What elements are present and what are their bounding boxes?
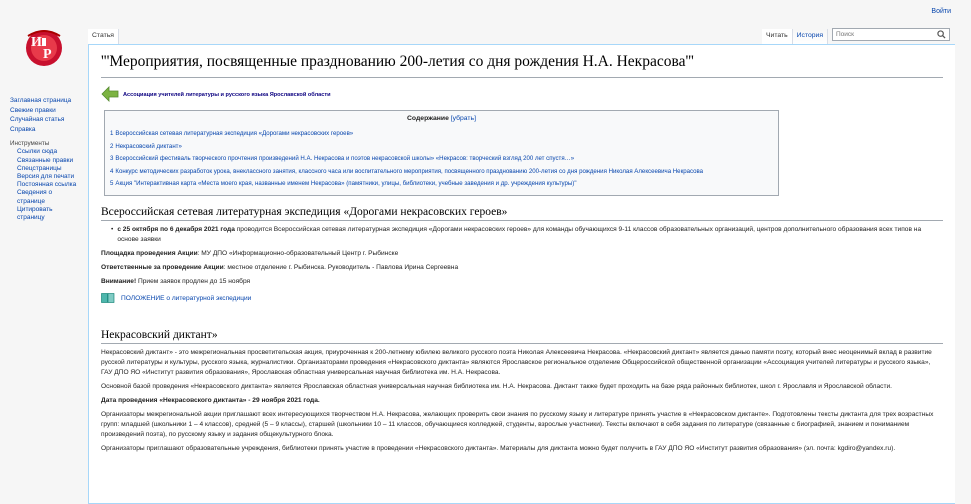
login-link[interactable]: Войти [931,8,951,15]
sidebar-tools-heading: Инструменты [10,140,50,148]
toc-item[interactable]: 2 Некрасовский диктант» [110,142,182,150]
sidebar-nav [10,96,92,134]
toc-heading: Содержание [407,115,449,122]
personal-tools [931,8,951,15]
site-logo[interactable] [18,24,68,68]
main-content [88,44,955,504]
sidebar-item-page-info[interactable]: Сведения о странице [17,189,53,205]
sidebar-item-help[interactable]: Справка [10,125,36,133]
svg-text:Р: Р [43,47,52,62]
sidebar-item-main-page[interactable]: Заглавная страница [10,97,72,104]
book-icon [101,293,115,305]
view-tabs [762,29,828,44]
page-title: '''Мероприятия, посвященные празднованию 200-летия со дня рождения Н.А. Некрасова''' [101,53,943,78]
tab-article[interactable]: Статья [88,29,119,44]
association-label: Ассоциация учителей литературы и русского языка Ярославской области [123,92,331,98]
sidebar-item-special-pages[interactable]: Спецстраницы [17,164,62,172]
search-box [832,28,950,41]
regulation-link[interactable] [101,293,943,305]
sidebar-item-random-article[interactable]: Случайная статья [10,116,65,124]
toc-item[interactable]: 5 Акция "Интерактивная карта «Места моего края, названные именем Некрасова» (памятники, улицы, библиотеки, учебные заведения и др. учреждения культуры)" [110,180,577,187]
search-icon[interactable] [937,30,946,41]
table-of-contents [104,110,779,196]
toc-hide-link[interactable]: [убрать] [450,115,476,122]
responsible-paragraph: Ответственные за проведение Акции: местное отделение г. Рыбинска. Руководитель - Павлова Ирина Сергеевна [101,263,459,271]
toc-item[interactable]: 4 Конкурс методических разработок урока, внеклассного занятия, классного часа или воспитательного мероприятия, посвященного празднованию 200-летия со дня рождения Николая Алексеевича Некрасова [110,167,704,175]
sidebar-item-cite[interactable]: Цитировать страницу [17,205,53,221]
search-input[interactable] [833,31,933,38]
sidebar-tools [10,148,92,222]
tab-history[interactable]: История [793,29,828,44]
sidebar-item-permalink[interactable]: Постоянная ссылка [17,181,77,189]
sidebar-item-printable[interactable]: Версия для печати [17,172,75,180]
namespace-tabs [88,29,119,44]
list-item: • с 25 октября по 6 декабря 2021 года проводится Всероссийская сетевая литературная экспедиция «Дорогами некрасовских героев» для команды обучающихся 9-11 классов образовательных организаций, центров дополнительного образования всех типов на основе заявки [111,225,922,243]
sidebar-item-related-changes[interactable]: Связанные правки [17,156,74,164]
section-heading-dictation: Некрасовский диктант» [101,329,943,344]
tab-read[interactable]: Читать [762,29,793,44]
dictation-paragraph: Основной базой проведения «Некрасовского диктанта» является Ярославская областная универсальная научная библиотека им. Н.А. Некрасова. Диктант также будет проходить на базе ряда районных библиотек, школ г. Ярославля и Ярославской области. [101,382,893,390]
svg-text:И: И [31,35,42,50]
toc-item[interactable]: 1 Всероссийская сетевая литературная экспедиция «Дорогами некрасовских героев» [110,130,354,137]
venue-paragraph: Площадка проведения Акции: МУ ДПО «Информационно-образовательный Центр г. Рыбинске [101,249,399,257]
section-heading-expedition: Всероссийская сетевая литературная экспедиция «Дорогами некрасовских героев» [101,206,943,221]
dictation-date: Дата проведения «Некрасовского диктанта» - 29 ноября 2021 года. [101,396,320,404]
association-link[interactable] [101,86,943,104]
regulation-link-label: ПОЛОЖЕНИЕ о литературной экспедиции [121,295,252,302]
back-arrow-icon [101,86,119,104]
dictation-paragraph: Некрасовский диктант» - это межрегиональная просветительская акция, приуроченная к 200-летнему юбилею великого русского поэта Николая Алексеевича Некрасова. «Некрасовский диктант» является данью памяти поэту, который внес неоценимый вклад в развитие русской литературы и культуры, русского языка, журналистики. Организаторами проведения «Некрасовского диктанта» являются Ярославское региональное отделение Общероссийской общественной организации «Ассоциация учителей литературы и русского языка», ГАУ ДПО ЯО «Институт развития образования», Ярославская областная универсальная научная библиотека им. Н.А. Некрасова. [101,348,932,376]
attention-paragraph: Внимание! Прием заявок продлен до 15 ноября [101,277,251,285]
sidebar [10,96,92,222]
toc-title [110,115,773,122]
toc-item[interactable]: 3 Всероссийский фестиваль творческого прочтения произведений Н.А. Некрасова и поэтов некрасовской школы» «Некрасов: творческий взгляд 200 лет спустя…» [110,155,575,162]
dictation-paragraph: Организаторы межрегиональной акции приглашают всех интересующихся творчеством Н.А. Некрасова, желающих проверить свои знания по русскому языку и литературе принять участие в «Некрасовском диктанте». Подготовлены тексты диктанта для трех возрастных групп: младшей (школьники 1 – 4 классов), средней (5 – 9 классы), старшей (школьники 10 – 11 классов, обучающиеся колледжей, студенты, взрослые участники). Тексты включают в себя задания по литературе (связанные с биографией, знанием и пониманием произведений поэта), по русскому языку и задания общекультурного блока. [101,410,934,438]
sidebar-item-what-links-here[interactable]: Ссылки сюда [17,148,58,156]
dictation-paragraph: Организаторы приглашают образовательные учреждения, библиотеки принять участие в проведении «Некрасовского диктанта». Материалы для диктанта можно будет получить в ГАУ ДПО ЯО «Институт развития образования» (эл. почта: kgdiro@yandex.ru). [101,444,896,452]
sidebar-item-recent-changes[interactable]: Свежие правки [10,106,56,114]
